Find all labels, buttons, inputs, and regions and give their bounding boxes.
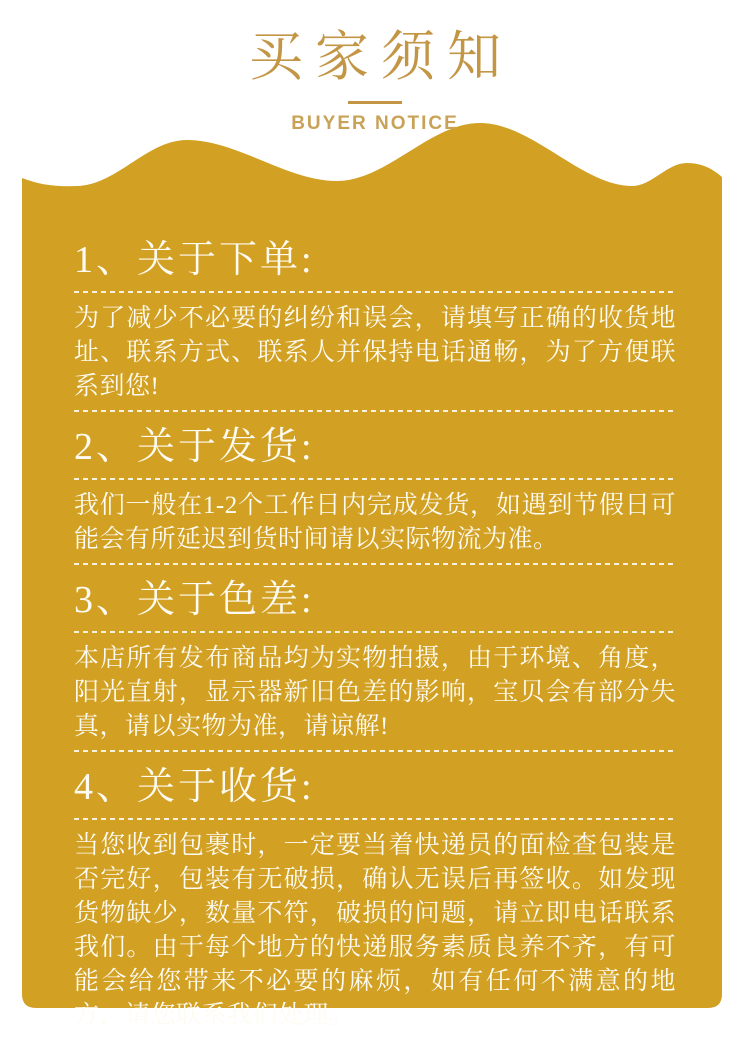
page-header	[0, 0, 750, 135]
dashed-divider	[74, 478, 676, 480]
section-body: 为了减少不必要的纠纷和误会，请填写正确的收货地址、联系方式、联系人并保持电话通畅，为了方便联系到您!	[74, 305, 676, 400]
dashed-divider	[74, 750, 676, 752]
title-divider	[348, 101, 402, 104]
section-heading: 3、关于色差:	[74, 579, 315, 621]
section-heading: 4、关于收货:	[74, 766, 315, 808]
dashed-divider	[74, 631, 676, 633]
section-color-difference	[74, 575, 676, 752]
section-receiving	[74, 762, 676, 1041]
dashed-divider	[74, 818, 676, 820]
section-body: 本店所有发布商品均为实物拍摄，由于环境、角度，阳光直射，显示器新旧色差的影响，宝贝会有部分失真，请以实物为准，请谅解!	[74, 645, 676, 740]
page-subtitle: BUYER NOTICE	[291, 113, 459, 134]
section-body: 当您收到包裹时，一定要当着快递员的面检查包装是否完好，包装有无破损，确认无误后再签收。如发现货物缺少，数量不符，破损的问题，请立即电话联系我们。由于每个地方的快递服务素质良养不齐，有可能会给您带来不必要的麻烦，如有任何不满意的地方，请您联系我们处理。	[74, 832, 676, 1029]
dashed-divider	[74, 410, 676, 412]
section-ordering	[74, 235, 676, 412]
section-body: 我们一般在1-2个工作日内完成发货，如遇到节假日可能会有所延迟到货时间请以实际物流为准。	[74, 492, 676, 553]
dashed-divider	[74, 563, 676, 565]
section-heading: 1、关于下单:	[74, 239, 315, 281]
page-title: 买家须知	[249, 27, 513, 87]
notice-content	[74, 235, 676, 1051]
dashed-divider	[74, 1039, 676, 1041]
dashed-divider	[74, 291, 676, 293]
section-heading: 2、关于发货:	[74, 426, 315, 468]
section-shipping	[74, 422, 676, 565]
